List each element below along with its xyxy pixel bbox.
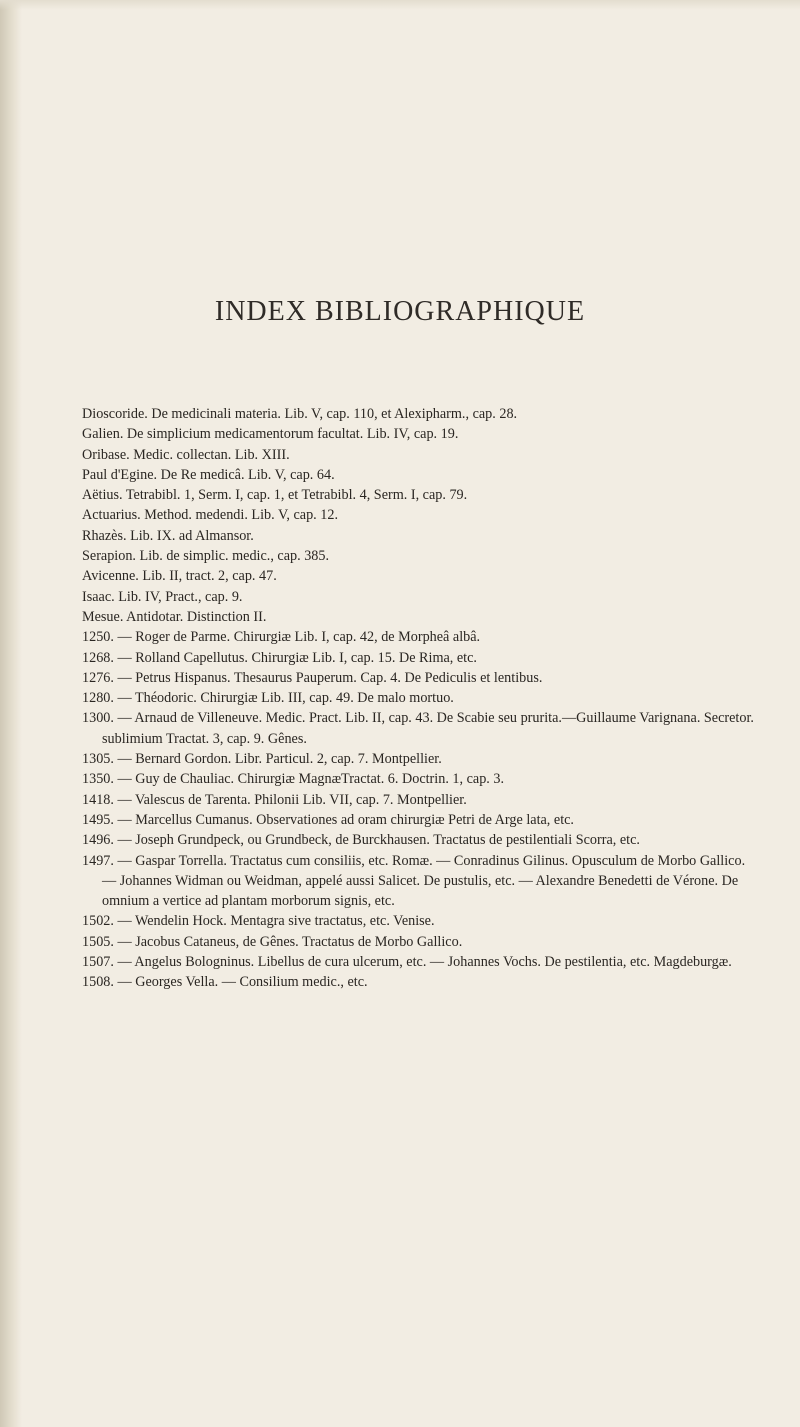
bibliography-entry: Serapion. Lib. de simplic. medic., cap. 385. xyxy=(82,548,330,565)
bibliography-entry: 1508. — Georges Vella. — Consilium medic., etc. xyxy=(82,974,368,991)
bibliography-entry: 1250. — Roger de Parme. Chirurgiæ Lib. I, cap. 42, de Morpheâ albâ. xyxy=(82,629,481,646)
bibliography-entry: Avicenne. Lib. II, tract. 2, cap. 47. xyxy=(82,568,277,585)
bibliography-entry: 1268. — Rolland Capellutus. Chirurgiæ Lib. I, cap. 15. De Rima, etc. xyxy=(82,649,477,666)
bibliography-entry: 1496. — Joseph Grundpeck, ou Grundbeck, de Burckhausen. Tractatus de pestilentiali Scorra, etc. xyxy=(82,832,640,849)
bibliography-entry: Mesue. Antidotar. Distinction II. xyxy=(82,608,267,625)
bibliography-list xyxy=(82,404,762,993)
bibliography-entry: 1305. — Bernard Gordon. Libr. Particul. 2, cap. 7. Montpellier. xyxy=(82,751,442,768)
bibliography-entry: 1495. — Marcellus Cumanus. Observationes ad oram chirurgiæ Petri de Arge lata, etc. xyxy=(82,811,574,828)
page-title: INDEX BIBLIOGRAPHIQUE xyxy=(214,296,586,327)
bibliography-entry: 1300. — Arnaud de Villeneuve. Medic. Pract. Lib. II, cap. 43. De Scabie seu prurita.—Guillaume Varignana. Secretor. sublimium Tractat. 3, cap. 9. Gênes. xyxy=(82,710,754,747)
bibliography-entry: 1497. — Gaspar Torrella. Tractatus cum consiliis, etc. Romæ. — Conradinus Gilinus. Opusculum de Morbo Gallico. — Johannes Widman ou Weidman, appelé aussi Salicet. De pustulis, etc. — Alexandre Benedetti de Vérone. De omnium a vertice ad plantam morborum signis, etc. xyxy=(82,852,746,910)
bibliography-entry: Paul d'Egine. De Re medicâ. Lib. V, cap. 64. xyxy=(82,466,335,483)
bibliography-entry: Dioscoride. De medicinali materia. Lib. V, cap. 110, et Alexipharm., cap. 28. xyxy=(82,406,518,422)
page-edge-shadow xyxy=(0,0,22,1427)
bibliography-entry: Oribase. Medic. collectan. Lib. XIII. xyxy=(82,446,290,463)
bibliography-entry: 1502. — Wendelin Hock. Mentagra sive tractatus, etc. Venise. xyxy=(82,913,435,930)
bibliography-entry: 1280. — Théodoric. Chirurgiæ Lib. III, cap. 49. De malo mortuo. xyxy=(82,690,454,707)
bibliography-entry: 1418. — Valescus de Tarenta. Philonii Lib. VII, cap. 7. Montpellier. xyxy=(82,791,467,808)
bibliography-entry: 1505. — Jacobus Cataneus, de Gênes. Tractatus de Morbo Gallico. xyxy=(82,933,463,950)
bibliography-entry: 1276. — Petrus Hispanus. Thesaurus Pauperum. Cap. 4. De Pediculis et lentibus. xyxy=(82,669,543,686)
bibliography-entry: Galien. De simplicium medicamentorum facultat. Lib. IV, cap. 19. xyxy=(82,426,459,443)
bibliography-entry: 1507. — Angelus Bologninus. Libellus de cura ulcerum, etc. — Johannes Vochs. De pestilentia, etc. Magdeburgæ. xyxy=(82,954,732,971)
bibliography-entry: 1350. — Guy de Chauliac. Chirurgiæ MagnæTractat. 6. Doctrin. 1, cap. 3. xyxy=(82,771,505,788)
bibliography-entry: Isaac. Lib. IV, Pract., cap. 9. xyxy=(82,588,243,605)
page-top-shadow xyxy=(0,0,800,10)
bibliography-entry: Actuarius. Method. medendi. Lib. V, cap. 12. xyxy=(82,507,338,524)
bibliography-entry: Aëtius. Tetrabibl. 1, Serm. I, cap. 1, et Tetrabibl. 4, Serm. I, cap. 79. xyxy=(82,487,468,504)
bibliography-entry: Rhazès. Lib. IX. ad Almansor. xyxy=(82,527,254,544)
